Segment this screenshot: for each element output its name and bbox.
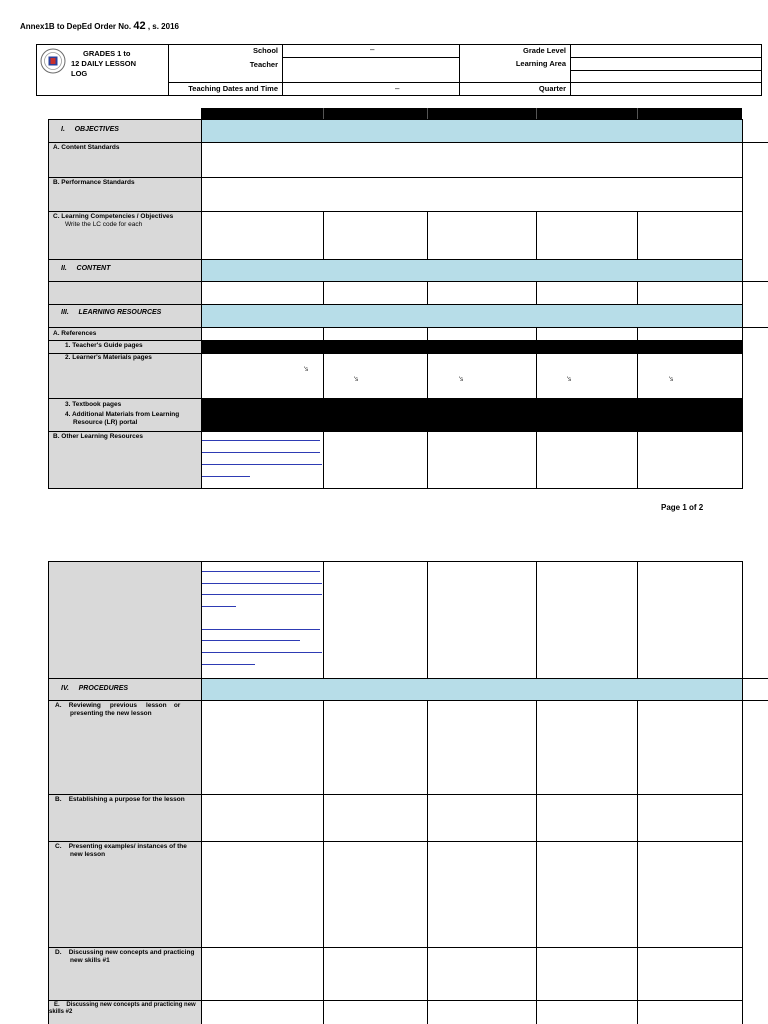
objectives-title: I. OBJECTIVES (61, 126, 119, 133)
page-number: Page 1 of 2 (661, 503, 704, 512)
content-title: II. CONTENT (61, 265, 111, 272)
dates-label: Teaching Dates and Time (188, 84, 278, 93)
learning-area-label: Learning Area (515, 59, 566, 68)
resource-link[interactable] (202, 452, 320, 453)
annex-suffix: , s. 2016 (147, 22, 179, 31)
procedure-e-label: E. Discussing new concepts and practicing new skills #2 (49, 1002, 196, 1015)
resource-link[interactable] (202, 583, 322, 584)
resources-bar (201, 304, 742, 327)
teacher-label: Teacher (249, 60, 278, 69)
textbook-label: 3. Textbook pages (65, 401, 122, 408)
resource-link[interactable] (202, 629, 320, 630)
resource-link[interactable] (202, 464, 322, 465)
content-standards-label: A. Content Standards (53, 144, 120, 151)
tg-pages-bar (201, 340, 742, 353)
other-resources-label: B. Other Learning Resources (53, 433, 143, 440)
content-bar (201, 259, 742, 281)
objectives-bar (201, 119, 742, 142)
references-label: A. References (53, 330, 97, 337)
procedure-d-label: D. Discussing new concepts and practicing new skills #1 (55, 949, 195, 964)
lm-mark: 's (669, 377, 674, 383)
procedure-b-label: B. Establishing a purpose for the lesson (55, 796, 185, 803)
annex-prefix: Annex1B to DepEd Order No. (20, 22, 132, 31)
resource-link[interactable] (202, 594, 322, 595)
learners-materials-label: 2. Learner's Materials pages (65, 354, 152, 361)
resource-link[interactable] (202, 606, 236, 607)
procedure-a-label: A. Reviewing previous lesson or presenting the new lesson (55, 702, 181, 717)
grade-level-label: Grade Level (523, 46, 566, 55)
lm-mark: 's (459, 377, 464, 383)
school-label: School (252, 46, 278, 55)
dates-value: – (395, 84, 400, 93)
competencies-label: C. Learning Competencies / Objectives Write the LC code for each (53, 213, 174, 228)
lm-mark: 's (304, 367, 309, 373)
quarter-label: Quarter (538, 84, 566, 93)
deped-seal-icon (40, 48, 66, 79)
resources-title: III. LEARNING RESOURCES (61, 309, 162, 316)
resource-link[interactable] (202, 664, 255, 665)
performance-standards-label: B. Performance Standards (53, 179, 135, 186)
lm-mark: 's (567, 377, 572, 383)
procedures-bar (201, 678, 742, 700)
school-value: – (370, 45, 375, 54)
procedure-c-label: C. Presenting examples/ instances of the new lesson (55, 843, 187, 858)
procedures-title: IV. PROCEDURES (61, 685, 129, 692)
resource-link[interactable] (202, 652, 322, 653)
resource-link[interactable] (202, 571, 320, 572)
resource-link[interactable] (202, 476, 250, 477)
resource-link[interactable] (202, 440, 320, 441)
dll-title: GRADES 1 to 12 DAILY LESSON LOG (71, 49, 137, 78)
additional-materials-label: 4. Additional Materials from Learning Resource (LR) portal (65, 411, 180, 426)
textbook-additional-bar (201, 398, 742, 431)
annex-line (20, 20, 179, 32)
lm-mark: 's (354, 377, 359, 383)
order-number: 42 (133, 20, 146, 32)
teachers-guide-label: 1. Teacher's Guide pages (65, 342, 143, 349)
day-header-bar (201, 108, 742, 119)
resource-link[interactable] (202, 640, 300, 641)
